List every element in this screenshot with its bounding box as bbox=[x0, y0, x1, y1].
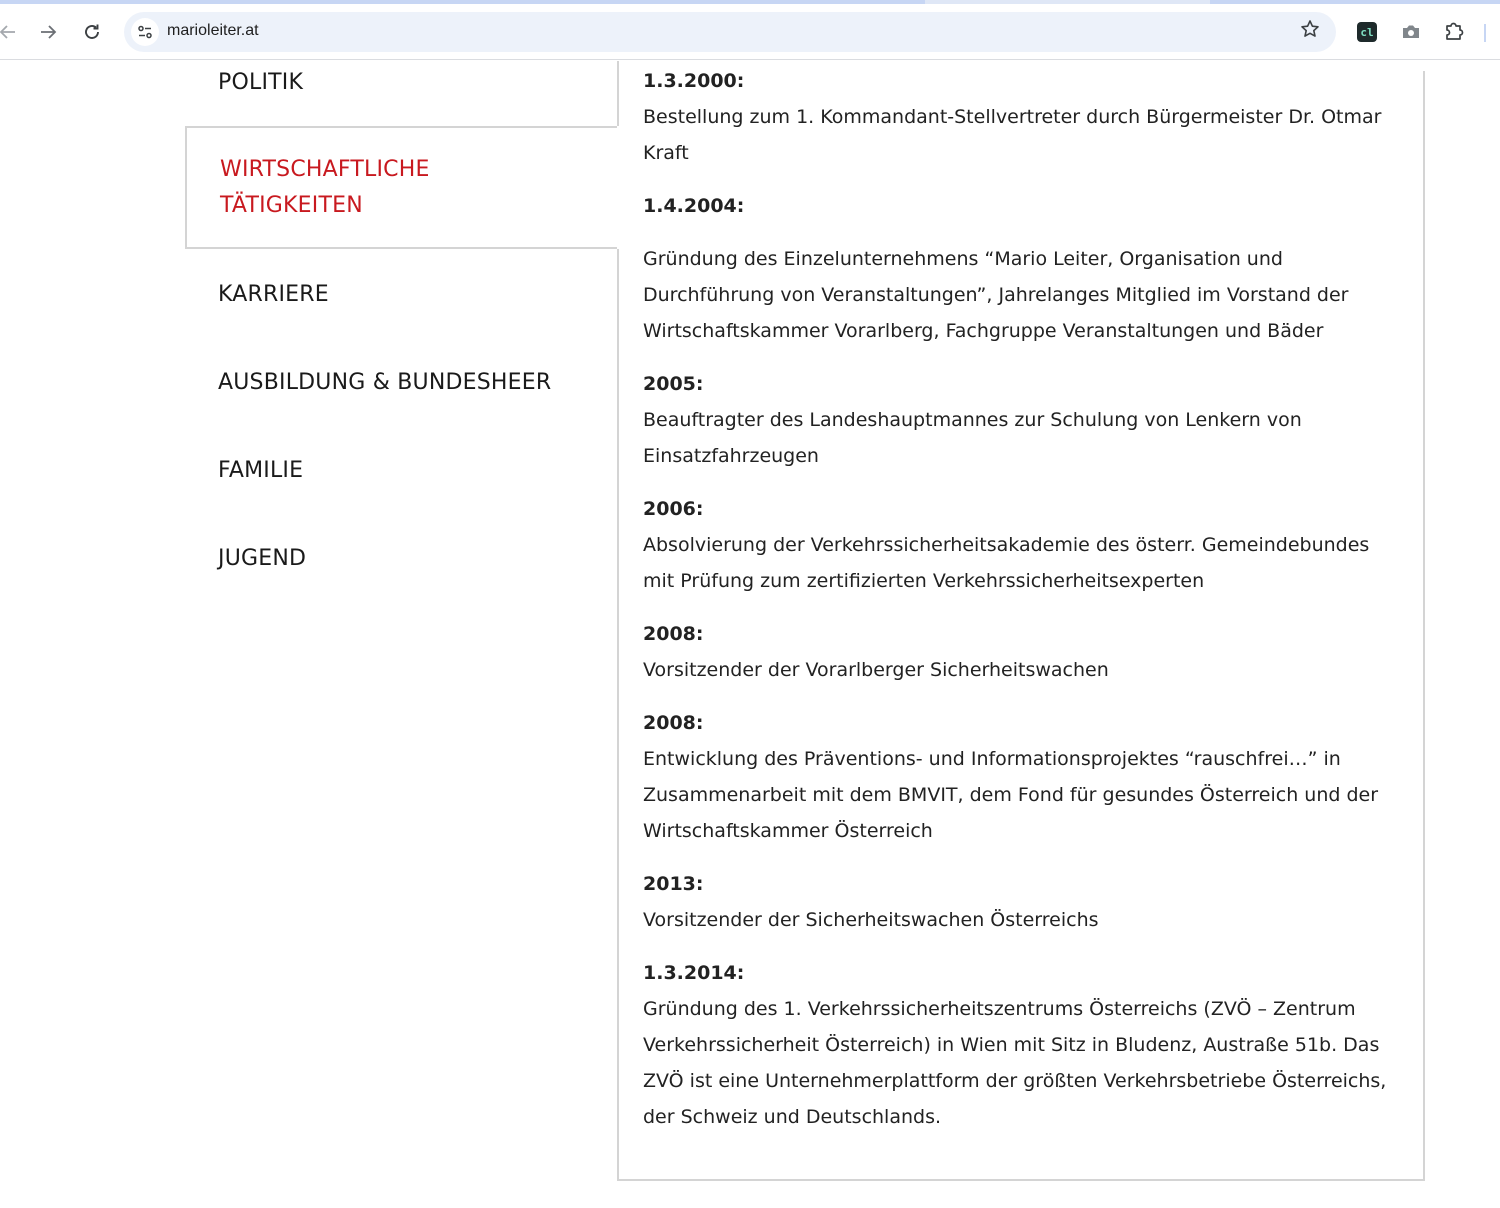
address-bar[interactable] bbox=[124, 12, 1336, 52]
puzzle-icon[interactable] bbox=[1443, 20, 1465, 42]
timeline-entry bbox=[643, 705, 1403, 849]
entry-date: 1.3.2014: bbox=[643, 962, 745, 984]
entry-date: 2008: bbox=[643, 623, 704, 645]
entry-text: Bestellung zum 1. Kommandant-Stellvertreter durch Bürgermeister Dr. Otmar Kraft bbox=[643, 106, 1382, 164]
sidebar-item-label: WIRTSCHAFTLICHE TÄTIGKEITEN bbox=[220, 157, 430, 218]
timeline-entry bbox=[643, 616, 1403, 688]
camera-icon[interactable] bbox=[1400, 22, 1422, 42]
sidebar-item-wirtschaftliche-taetigkeiten[interactable] bbox=[185, 126, 619, 249]
timeline-entry bbox=[643, 63, 1403, 171]
entry-date: 2013: bbox=[643, 873, 704, 895]
timeline-entry bbox=[643, 866, 1403, 938]
entry-date: 2005: bbox=[643, 373, 704, 395]
sidebar-item-familie[interactable]: FAMILIE bbox=[218, 458, 304, 483]
sidebar-item-ausbildung-bundesheer[interactable]: AUSBILDUNG & BUNDESHEER bbox=[218, 370, 552, 395]
page-content bbox=[0, 61, 1500, 1208]
cl-extension-label: cl bbox=[1360, 25, 1374, 39]
timeline-entry bbox=[643, 955, 1403, 1135]
browser-toolbar bbox=[0, 4, 1500, 60]
entry-date: 2008: bbox=[643, 712, 704, 734]
cl-extension-icon[interactable] bbox=[1357, 22, 1377, 42]
sidebar-item-jugend[interactable]: JUGEND bbox=[218, 546, 307, 571]
entry-text: Vorsitzender der Vorarlberger Sicherheitswachen bbox=[643, 659, 1109, 681]
toolbar-divider bbox=[1484, 24, 1486, 42]
arrow-right-icon[interactable] bbox=[34, 18, 62, 46]
entry-date: 1.4.2004: bbox=[643, 195, 745, 217]
arrow-left-icon[interactable] bbox=[0, 18, 22, 46]
url-text[interactable]: marioleiter.at bbox=[167, 22, 259, 39]
tune-icon[interactable] bbox=[131, 18, 159, 46]
entry-text: Gründung des 1. Verkehrssicherheitszentrums Österreichs (ZVÖ – Zentrum Verkehrssicherheit Österreich) in Wien mit Sitz in Bludenz, Austraße 51b. Das ZVÖ ist eine Unternehmerplattform der größten Verkehrsbetriebe Österreichs, der Schweiz und Deutschlands. bbox=[643, 998, 1387, 1128]
entry-text: Beauftragter des Landeshauptmannes zur Schulung von Lenkern von Einsatzfahrzeugen bbox=[643, 409, 1302, 467]
entry-text: Vorsitzender der Sicherheitswachen Österreichs bbox=[643, 909, 1099, 931]
sidebar-item-karriere[interactable]: KARRIERE bbox=[218, 282, 329, 307]
timeline-entry bbox=[643, 491, 1403, 599]
timeline-entry bbox=[643, 366, 1403, 474]
entry-date: 2006: bbox=[643, 498, 704, 520]
entry-date: 1.3.2000: bbox=[643, 70, 745, 92]
star-icon[interactable] bbox=[1300, 19, 1320, 44]
entry-text: Entwicklung des Präventions- und Informationsprojektes “rauschfrei…” in Zusammenarbeit mit dem BMVIT, dem Fond für gesundes Österreich und der Wirtschaftskammer Österreich bbox=[643, 748, 1379, 842]
entry-text: Absolvierung der Verkehrssicherheitsakademie des österr. Gemeindebundes mit Prüfung zum zertifizierten Verkehrssicherheitsexperten bbox=[643, 534, 1370, 592]
entry-text: Gründung des Einzelunternehmens “Mario Leiter, Organisation und Durchführung von Veranstaltungen”, Jahrelanges Mitglied im Vorstand der Wirtschaftskammer Vorarlberg, Fachgruppe Veranstaltungen und Bäder bbox=[643, 248, 1349, 342]
timeline-entries bbox=[643, 63, 1403, 1152]
active-tab-joint bbox=[617, 126, 619, 249]
reload-icon[interactable] bbox=[78, 18, 106, 46]
sidebar-item-politik[interactable]: POLITIK bbox=[218, 70, 304, 95]
timeline-entry bbox=[643, 188, 1403, 349]
